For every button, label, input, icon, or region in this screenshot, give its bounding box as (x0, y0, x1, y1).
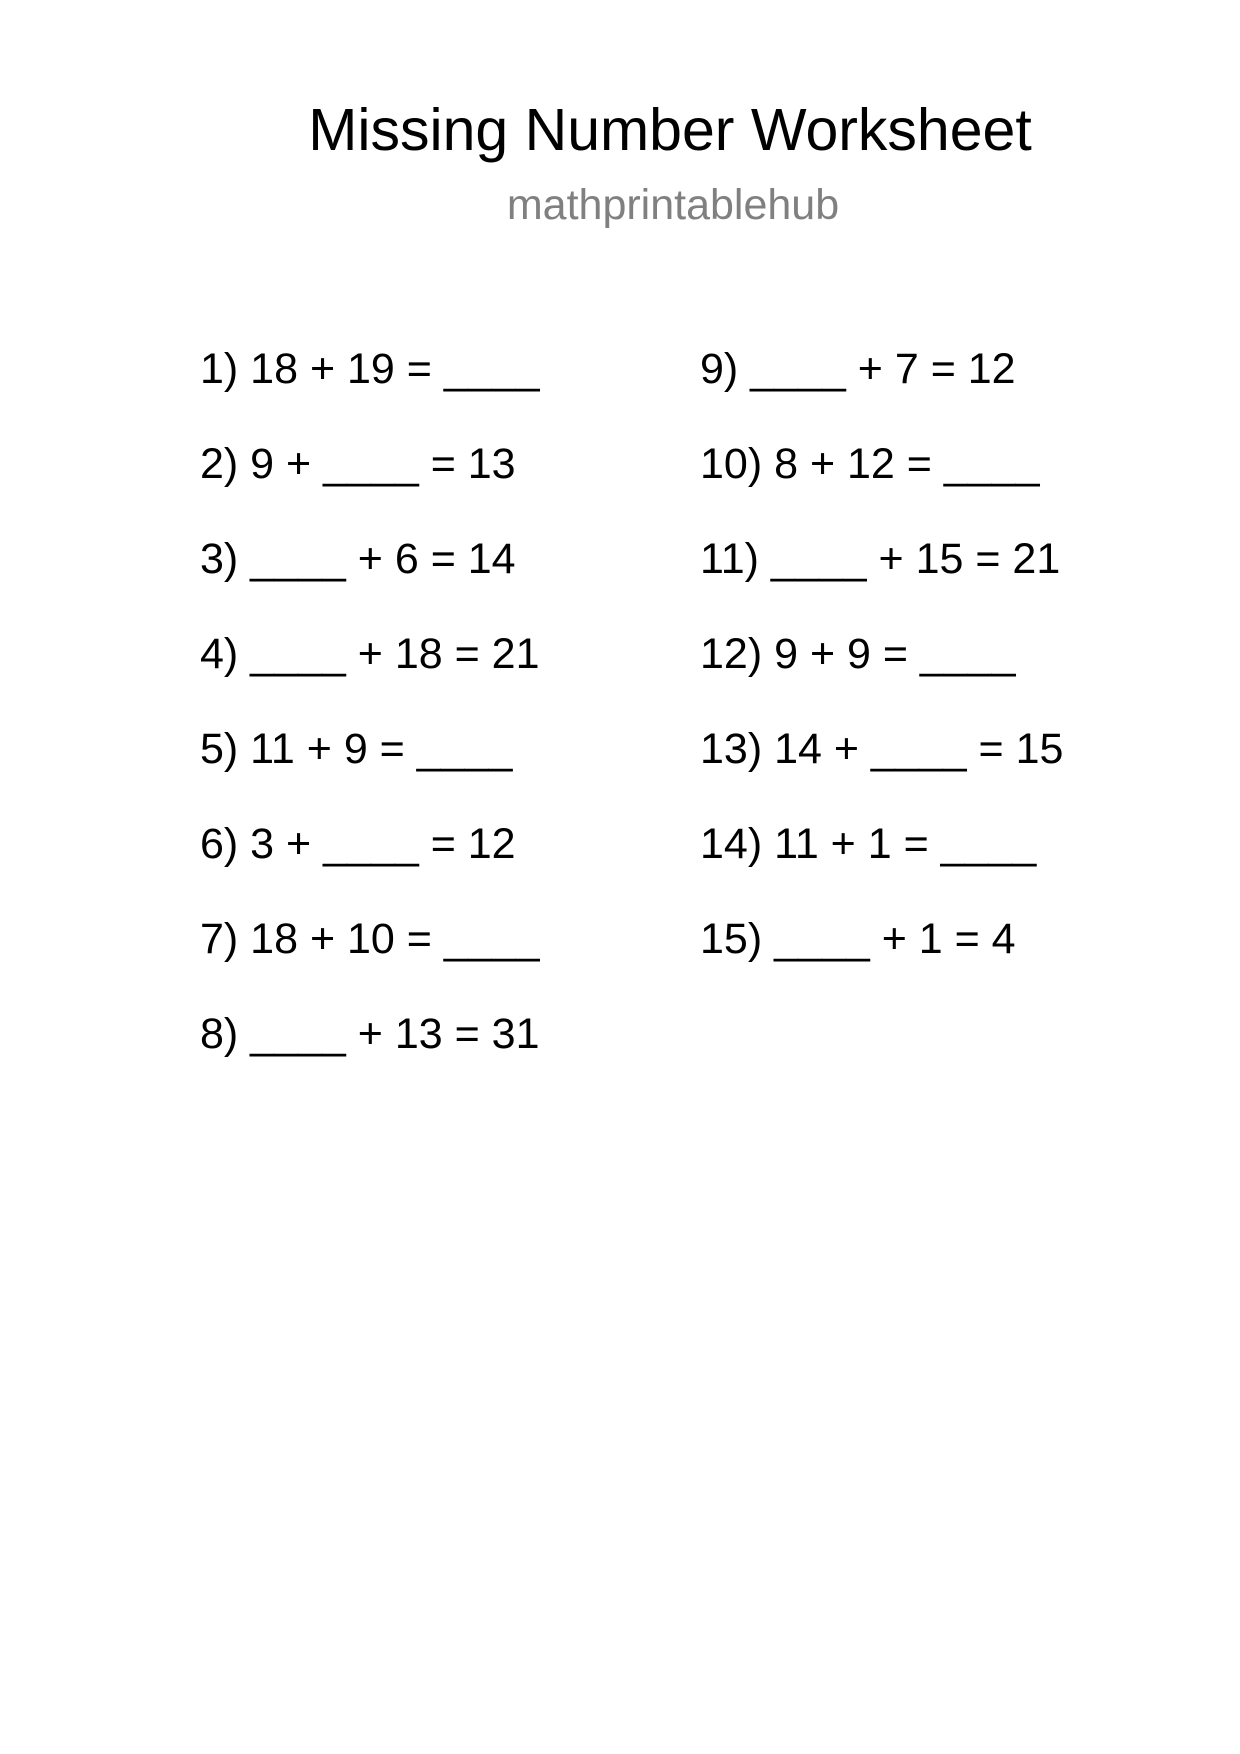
problem-7: 7) 18 + 10 = ____ (200, 915, 540, 963)
problem-4: 4) ____ + 18 = 21 (200, 630, 540, 678)
problem-6: 6) 3 + ____ = 12 (200, 820, 516, 868)
problem-10: 10) 8 + 12 = ____ (700, 440, 1040, 488)
problem-2: 2) 9 + ____ = 13 (200, 440, 516, 488)
page-title: Missing Number Worksheet (308, 97, 1032, 163)
problem-8: 8) ____ + 13 = 31 (200, 1010, 540, 1058)
problem-9: 9) ____ + 7 = 12 (700, 345, 1016, 393)
problem-11: 11) ____ + 15 = 21 (700, 535, 1061, 583)
problem-5: 5) 11 + 9 = ____ (200, 725, 513, 773)
problem-14: 14) 11 + 1 = ____ (700, 820, 1037, 868)
problem-12: 12) 9 + 9 = ____ (700, 630, 1016, 678)
problem-15: 15) ____ + 1 = 4 (700, 915, 1016, 963)
problem-13: 13) 14 + ____ = 15 (700, 725, 1064, 773)
problem-1: 1) 18 + 19 = ____ (200, 345, 540, 393)
problem-3: 3) ____ + 6 = 14 (200, 535, 516, 583)
page-subtitle: mathprintablehub (506, 181, 840, 229)
